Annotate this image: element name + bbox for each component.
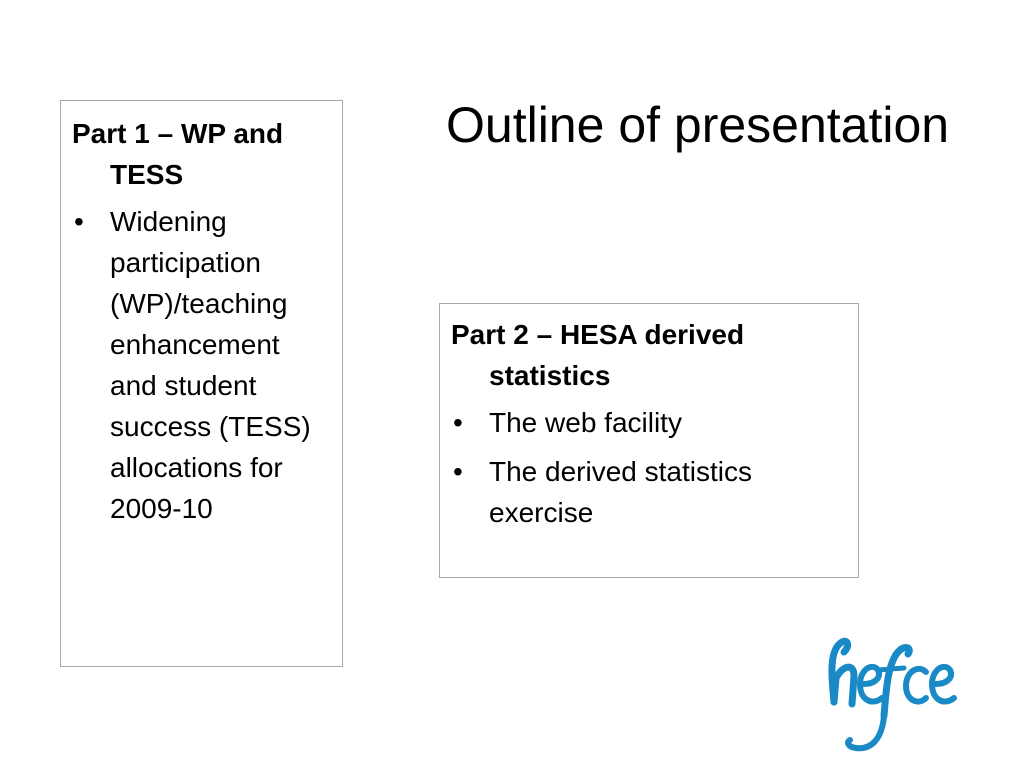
slide-title: Outline of presentation [446, 97, 950, 153]
part2-heading: Part 2 – HESA derived statistics [451, 319, 745, 391]
part1-heading: Part 1 – WP and TESS [72, 118, 284, 190]
part1-textbox [60, 100, 343, 667]
hefce-logo [812, 620, 962, 760]
bullet-icon: • [453, 456, 463, 487]
part2-bullet-item [451, 402, 850, 443]
bullet-text: The web facility [489, 407, 682, 438]
part2-bullet-item [451, 451, 850, 533]
bullet-icon: • [74, 206, 84, 237]
part1-bullet-item [72, 201, 334, 529]
bullet-icon: • [453, 407, 463, 438]
part2-textbox [439, 303, 859, 578]
part1-bullet-list [72, 201, 334, 529]
bullet-text: Widening participation (WP)/teaching enhancement and student success (TESS) allocations for 2009-10 [110, 206, 311, 524]
bullet-text: The derived statistics exercise [489, 456, 752, 528]
part2-bullet-list [451, 402, 850, 533]
